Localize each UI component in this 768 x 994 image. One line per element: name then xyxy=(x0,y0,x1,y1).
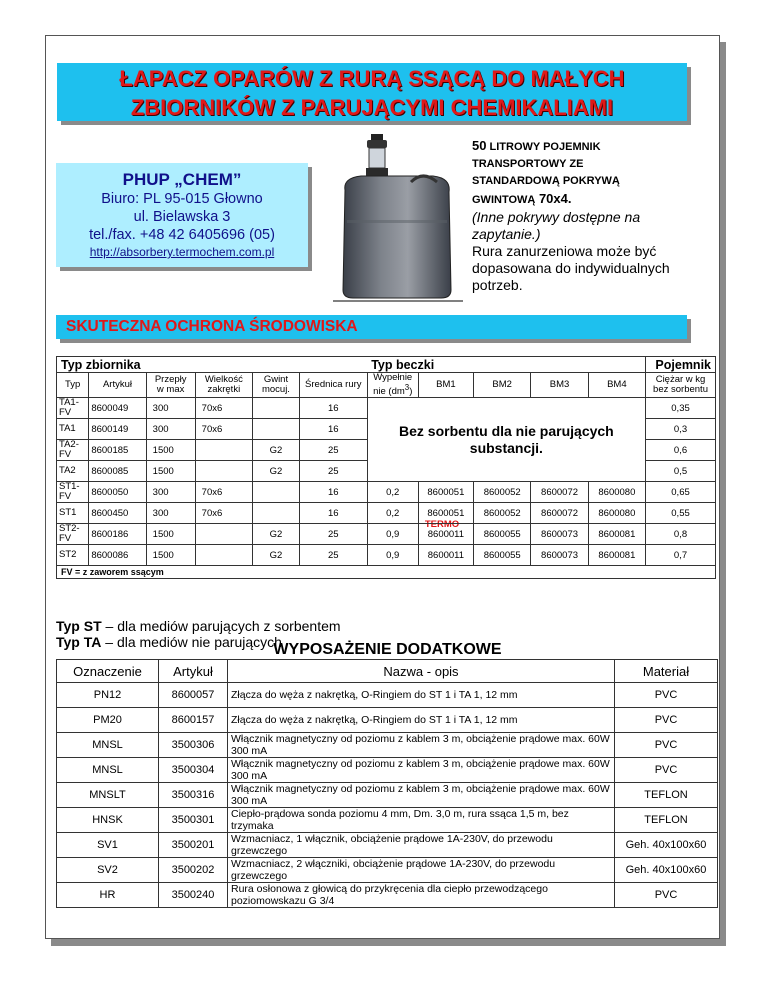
equipment-cell: 3500201 xyxy=(159,833,228,858)
table-cell: 8600185 xyxy=(89,440,146,461)
header-typ: Typ xyxy=(57,373,89,398)
table-cell: 8600011 xyxy=(418,524,473,545)
table-cell: ST2 xyxy=(57,545,89,566)
table-cell: 70x6 xyxy=(195,482,252,503)
header-bm4: BM4 xyxy=(588,373,645,398)
table-footnote: FV = z zaworem ssącym xyxy=(57,566,716,579)
table-cell: 8600050 xyxy=(89,482,146,503)
table-cell: ST1-FV xyxy=(57,482,89,503)
equipment-cell: PVC xyxy=(615,883,718,908)
title-banner xyxy=(57,63,687,121)
equipment-cell: Ciepło-prądowa sonda poziomu 4 mm, Dm. 3,0 m, rura ssąca 1,5 m, bez trzymaka xyxy=(228,808,615,833)
table-cell: 0,2 xyxy=(367,482,418,503)
table-cell: 8600081 xyxy=(588,545,645,566)
table-cell: 0,3 xyxy=(646,419,716,440)
equipment-row xyxy=(57,683,718,708)
table-cell xyxy=(253,419,300,440)
equipment-cell: PVC xyxy=(615,758,718,783)
table-cell: 70x6 xyxy=(195,398,252,419)
table-cell: 1500 xyxy=(146,440,195,461)
equipment-table xyxy=(56,659,718,908)
table-cell: 16 xyxy=(299,503,367,524)
equipment-cell: Geh. 40x100x60 xyxy=(615,858,718,883)
table-cell: 8600055 xyxy=(474,545,531,566)
table-cell: ST2-FV xyxy=(57,524,89,545)
table-cell: 25 xyxy=(299,524,367,545)
equipment-cell: PVC xyxy=(615,733,718,758)
equipment-cell: TEFLON xyxy=(615,783,718,808)
table-cell: 25 xyxy=(299,440,367,461)
table-row xyxy=(57,524,716,545)
equipment-row xyxy=(57,833,718,858)
equipment-row xyxy=(57,783,718,808)
table-cell: 8600086 xyxy=(89,545,146,566)
equipment-cell: MNSLT xyxy=(57,783,159,808)
table-cell xyxy=(195,545,252,566)
type-st: Typ ST – dla mediów parujących z sorbentem xyxy=(56,618,341,634)
equipment-cell: Złącza do węża z nakrętką, O-Ringiem do ST 1 i TA 1, 12 mm xyxy=(228,708,615,733)
equipment-cell: PM20 xyxy=(57,708,159,733)
equipment-cell: HNSK xyxy=(57,808,159,833)
equipment-cell: MNSL xyxy=(57,758,159,783)
group-capacity: Pojemnik xyxy=(646,357,716,373)
equipment-cell: Geh. 40x100x60 xyxy=(615,833,718,858)
table-cell xyxy=(253,398,300,419)
table-cell: 300 xyxy=(146,419,195,440)
canister-image xyxy=(333,130,463,302)
table-cell: 300 xyxy=(146,398,195,419)
table-cell: 0,55 xyxy=(646,503,716,524)
header-wielkosc: Wielkość zakrętki xyxy=(195,373,252,398)
equipment-cell: MNSL xyxy=(57,733,159,758)
equipment-row xyxy=(57,883,718,908)
product-note-italic: (Inne pokrywy dostępne na zapytanie.) xyxy=(472,209,641,242)
company-name: PHUP „ TERMO CHEM” xyxy=(122,170,460,530)
equipment-cell: 3500240 xyxy=(159,883,228,908)
equipment-title: WYPOSAŻENIE DODATKOWE xyxy=(273,641,502,658)
eq-header-nazwa: Nazwa - opis xyxy=(228,660,615,683)
table-cell: 8600080 xyxy=(588,503,645,524)
eq-header-artykul: Artykuł xyxy=(159,660,228,683)
table-cell: 0,2 xyxy=(367,503,418,524)
table-cell: 8600055 xyxy=(474,524,531,545)
equipment-cell: PN12 xyxy=(57,683,159,708)
equipment-cell: Rura osłonowa z głowicą do przykręcenia dla ciepło przewodzącego poziomowskazu G 3/4 xyxy=(228,883,615,908)
header-przeplyw: Przepły w max xyxy=(146,373,195,398)
table-cell: 8600085 xyxy=(89,461,146,482)
company-url-link[interactable]: http://absorbery.termochem.com.pl xyxy=(89,245,275,259)
product-description xyxy=(472,137,712,294)
equipment-cell: 3500316 xyxy=(159,783,228,808)
table-cell xyxy=(253,482,300,503)
header-gwint: Gwint mocuj. xyxy=(253,373,300,398)
table-cell: 0,5 xyxy=(646,461,716,482)
table-cell xyxy=(195,461,252,482)
table-row xyxy=(57,545,716,566)
table-cell: G2 xyxy=(253,461,300,482)
product-table xyxy=(56,356,716,579)
section-title: SKUTECZNA OCHRONA ŚRODOWISKA xyxy=(66,318,358,335)
table-cell: 25 xyxy=(299,545,367,566)
table-cell: ST1 xyxy=(57,503,89,524)
table-cell: 0,9 xyxy=(367,524,418,545)
table-row xyxy=(57,503,716,524)
company-address-1: Biuro: PL 95-015 Głowno xyxy=(101,191,263,207)
group-barrel: Typ beczki xyxy=(367,357,645,373)
group-tank: Typ zbiornika xyxy=(57,357,300,373)
table-cell: 8600011 xyxy=(418,545,473,566)
table-cell xyxy=(253,503,300,524)
title-line-1: ŁAPACZ OPARÓW Z RURĄ SSĄCĄ DO MAŁYCH xyxy=(119,66,625,91)
table-cell: 8600073 xyxy=(531,524,588,545)
equipment-cell: Wzmacniacz, 2 włączniki, obciążenie prądowe 1A-230V, do przewodu grzewczego xyxy=(228,858,615,883)
equipment-cell: Złącza do węża z nakrętką, O-Ringiem do ST 1 i TA 1, 12 mm xyxy=(228,683,615,708)
table-cell: 8600073 xyxy=(531,545,588,566)
header-bm2: BM2 xyxy=(474,373,531,398)
table-cell: G2 xyxy=(253,524,300,545)
table-cell: TA1-FV xyxy=(57,398,89,419)
equipment-cell: Wzmacniacz, 1 włącznik, obciążenie prądowe 1A-230V, do przewodu grzewczego xyxy=(228,833,615,858)
header-srednica: Średnica rury xyxy=(299,373,367,398)
header-ciezar: Ciężar w kg bez sorbentu xyxy=(646,373,716,398)
table-cell: 70x6 xyxy=(195,503,252,524)
equipment-cell: 3500304 xyxy=(159,758,228,783)
equipment-cell: Włącznik magnetyczny od poziomu z kablem 3 m, obciążenie prądowe max. 60W 300 mA xyxy=(228,733,615,758)
header-wypelnienie: Wypełnie nie $(dm^3)$ xyxy=(367,373,418,398)
table-cell: 16 xyxy=(299,419,367,440)
table-cell: 300 xyxy=(146,503,195,524)
table-cell xyxy=(195,440,252,461)
table-cell: 16 xyxy=(299,482,367,503)
table-cell: 8600051 xyxy=(418,503,473,524)
table-cell: 0,6 xyxy=(646,440,716,461)
company-address-2: ul. Bielawska 3 xyxy=(133,209,231,225)
merged-note: Bez sorbentu dla nie parujących substancji. xyxy=(367,398,645,482)
table-cell: 8600081 xyxy=(588,524,645,545)
equipment-row xyxy=(57,858,718,883)
table-cell: TA2-FV xyxy=(57,440,89,461)
table-cell: TA2 xyxy=(57,461,89,482)
eq-header-oznaczenie: Oznaczenie xyxy=(57,660,159,683)
section-banner xyxy=(56,315,687,339)
title-line-2: ZBIORNIKÓW Z PARUJĄCYMI CHEMIKALIAMI xyxy=(130,95,614,120)
table-cell: 8600149 xyxy=(89,419,146,440)
equipment-cell: SV1 xyxy=(57,833,159,858)
equipment-row xyxy=(57,758,718,783)
table-cell: 8600450 xyxy=(89,503,146,524)
table-cell: 0,35 xyxy=(646,398,716,419)
table-cell xyxy=(195,524,252,545)
table-cell: 8600051 xyxy=(418,482,473,503)
header-bm1: BM1 xyxy=(418,373,473,398)
table-cell: 1500 xyxy=(146,524,195,545)
table-cell: 0,9 xyxy=(367,545,418,566)
equipment-cell: 3500306 xyxy=(159,733,228,758)
table-cell: 1500 xyxy=(146,545,195,566)
equipment-row xyxy=(57,708,718,733)
product-note: Rura zanurzeniowa może być dopasowana do indywidualnych potrzeb. xyxy=(472,243,670,293)
equipment-cell: TEFLON xyxy=(615,808,718,833)
table-cell: 1500 xyxy=(146,461,195,482)
table-cell: 16 xyxy=(299,398,367,419)
equipment-cell: 3500202 xyxy=(159,858,228,883)
table-cell: 25 xyxy=(299,461,367,482)
table-cell: 8600186 xyxy=(89,524,146,545)
table-cell: 300 xyxy=(146,482,195,503)
type-ta: Typ TA – dla mediów nie parujących xyxy=(56,634,282,650)
table-cell: 8600080 xyxy=(588,482,645,503)
table-row xyxy=(57,398,716,419)
table-cell: 8600049 xyxy=(89,398,146,419)
table-cell: TA1 xyxy=(57,419,89,440)
product-caps-2: TRANSPORTOWY ZE xyxy=(472,158,584,170)
table-cell: 8600052 xyxy=(474,503,531,524)
table-cell: 0,7 xyxy=(646,545,716,566)
equipment-cell: PVC xyxy=(615,683,718,708)
equipment-cell: PVC xyxy=(615,708,718,733)
equipment-cell: Włącznik magnetyczny od poziomu z kablem 3 m, obciążenie prądowe max. 60W 300 mA xyxy=(228,758,615,783)
table-cell: 70x6 xyxy=(195,419,252,440)
equipment-cell: 8600157 xyxy=(159,708,228,733)
equipment-cell: 3500301 xyxy=(159,808,228,833)
equipment-row xyxy=(57,733,718,758)
equipment-cell: Włącznik magnetyczny od poziomu z kablem 3 m, obciążenie prądowe max. 60W 300 mA xyxy=(228,783,615,808)
table-cell: G2 xyxy=(253,545,300,566)
table-cell: 8600072 xyxy=(531,482,588,503)
eq-header-material: Materiał xyxy=(615,660,718,683)
equipment-row xyxy=(57,808,718,833)
table-cell: 0,8 xyxy=(646,524,716,545)
header-bm3: BM3 xyxy=(531,373,588,398)
product-caps-4: GWINTOWĄ 70x4. xyxy=(472,191,572,206)
table-cell: G2 xyxy=(253,440,300,461)
table-cell: 8600072 xyxy=(531,503,588,524)
equipment-cell: 8600057 xyxy=(159,683,228,708)
header-artykul: Artykuł xyxy=(89,373,146,398)
product-caps-3: STANDARDOWĄ POKRYWĄ xyxy=(472,175,620,187)
table-cell: 0,65 xyxy=(646,482,716,503)
table-cell: 8600052 xyxy=(474,482,531,503)
equipment-cell: SV2 xyxy=(57,858,159,883)
product-caps-1: 50 LITROWY POJEMNIK xyxy=(472,138,601,153)
company-phone: tel./fax. +48 42 6405696 (05) xyxy=(89,227,275,243)
table-row xyxy=(57,482,716,503)
equipment-cell: HR xyxy=(57,883,159,908)
